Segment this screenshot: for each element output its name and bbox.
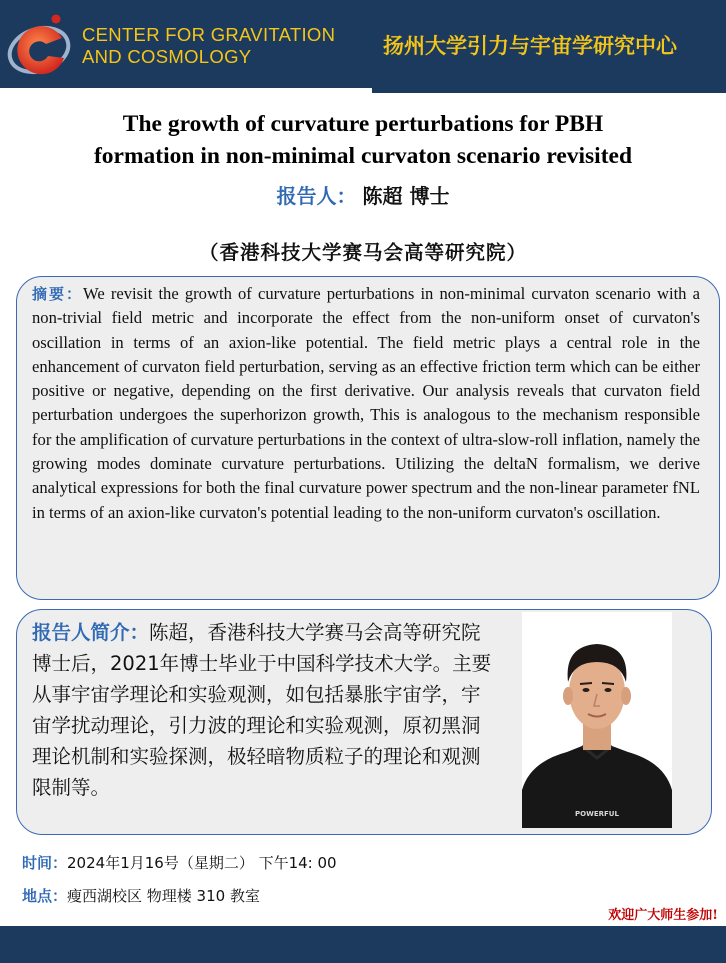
center-name-cn: 扬州大学引力与宇宙学研究中心 (383, 34, 677, 58)
abstract-label: 摘要： (32, 285, 83, 303)
center-name-en (82, 24, 335, 68)
event-place (22, 885, 260, 906)
place-value: 瘦西湖校区 物理楼 310 教室 (67, 887, 260, 905)
speaker-name: 陈超 博士 (362, 184, 450, 208)
footer-banner (0, 926, 726, 963)
talk-title-line1: The growth of curvature perturbations for PBH (122, 111, 604, 137)
cgc-logo-icon (4, 10, 74, 80)
header-divider (0, 88, 372, 93)
talk-title (0, 108, 726, 172)
time-value: 2024年1月16号（星期二） 下午14: 00 (67, 854, 337, 872)
speaker-label: 报告人： (276, 184, 357, 208)
bio-text (32, 617, 492, 803)
speaker-affiliation: （香港科技大学赛马会高等研究院） (198, 241, 527, 264)
center-name-line2: AND COSMOLOGY (82, 46, 252, 67)
bio-body: 陈超，香港科技大学赛马会高等研究院博士后，2021年博士毕业于中国科学技术大学。主要从事宇宙学理论和实验观测，如包括暴胀宇宙学，宇宙学扰动理论，引力波的理论和实验观测，原初黑洞理论机制和实验探测，极轻暗物质粒子的理论和观测限制等。 (32, 621, 492, 799)
event-time (22, 852, 337, 873)
center-name-line1: CENTER FOR GRAVITATION (82, 24, 336, 45)
shirt-print: POWERFUL (575, 810, 619, 818)
bio-label: 报告人简介： (32, 621, 150, 644)
abstract-body: We revisit the growth of curvature perturbations in non-minimal curvaton scenario with a non-trivial field metric and incorporate the effect from the non-uniform onset of curvaton's oscillation in terms of an axion-like potential. The field metric plays a central role in the enhancement of curvaton field perturbation, serving as an effective friction term which can be either positive or negative, depending on the first derivative. Our analysis reveals that curvaton field perturbation undergoes the superhorizon growth, This is analogous to the mechanism responsible for the amplification of curvature perturbations in the context of ultra-slow-roll inflation, namely the growing modes dominate curvature perturbations. Utilizing the deltaN formalism, we derive analytical expressions for both the final curvature power spectrum and the non-linear parameter fNL in terms of an axion-like curvaton's potential leading to the non-uniform curvaton's oscillation. (32, 284, 700, 522)
speaker-line (0, 180, 726, 209)
welcome-note: 欢迎广大师生参加! (608, 908, 718, 923)
talk-title-line2: formation in non-minimal curvaton scenario revisited (93, 143, 633, 169)
speaker-photo (522, 612, 672, 828)
abstract-text (32, 282, 700, 525)
place-label: 地点： (22, 887, 68, 905)
time-label: 时间： (22, 854, 68, 872)
